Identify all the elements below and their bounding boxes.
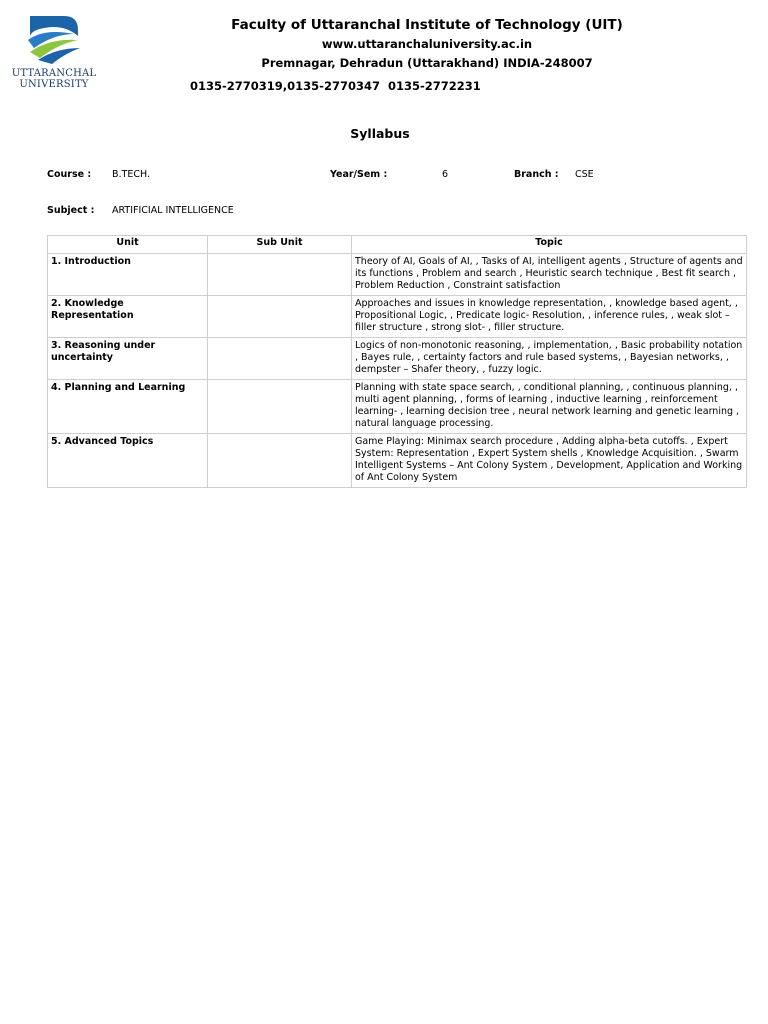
address: Premnagar, Dehradun (Uttarakhand) INDIA-248007 xyxy=(261,56,593,70)
phone-primary: 0135-2770319,0135-2770347 xyxy=(190,79,380,93)
table-row xyxy=(48,434,747,488)
sub-unit-cell xyxy=(208,434,352,488)
year-value: 6 xyxy=(442,169,449,180)
unit-cell: 2. Knowledge Representation xyxy=(48,296,208,338)
unit-cell: 1. Introduction xyxy=(48,254,208,296)
topic-cell: Game Playing: Minimax search procedure , Adding alpha-beta cutoffs. , Expert System: Representation , Expert System shells , Knowledge Acquisition. , Swarm Intelligent Systems – Ant Colony System , Development, Application and Working of Ant Colony System xyxy=(352,434,747,488)
faculty-title: Faculty of Uttaranchal Institute of Technology (UIT) xyxy=(231,17,623,33)
phone-secondary: 0135-2772231 xyxy=(387,79,481,93)
course-label: Course : xyxy=(47,169,92,180)
sub-unit-cell xyxy=(208,296,352,338)
phone-numbers xyxy=(190,79,481,93)
page-title: Syllabus xyxy=(350,126,410,141)
column-header-unit: Unit xyxy=(48,236,208,254)
table-row xyxy=(48,380,747,434)
column-header-topic: Topic xyxy=(352,236,747,254)
unit-cell: 4. Planning and Learning xyxy=(48,380,208,434)
sub-unit-cell xyxy=(208,254,352,296)
sub-unit-cell xyxy=(208,380,352,434)
table-header-row xyxy=(48,236,747,254)
website-link[interactable]: www.uttaranchaluniversity.ac.in xyxy=(321,37,533,51)
unit-cell: 5. Advanced Topics xyxy=(48,434,208,488)
unit-cell: 3. Reasoning under uncertainty xyxy=(48,338,208,380)
syllabus-table xyxy=(47,235,747,488)
topic-cell: Planning with state space search, , conditional planning, , continuous planning, , multi agent planning, , forms of learning , inductive learning , reinforcement learning- , learning decision tree , neural network learning and genetic learning , natural language processing. xyxy=(352,380,747,434)
branch-value: CSE xyxy=(575,169,594,180)
branch-label: Branch : xyxy=(514,169,559,180)
table-row xyxy=(48,254,747,296)
year-label: Year/Sem : xyxy=(330,169,388,180)
column-header-sub-unit: Sub Unit xyxy=(208,236,352,254)
table-row xyxy=(48,338,747,380)
sub-unit-cell xyxy=(208,338,352,380)
topic-cell: Theory of AI, Goals of AI, , Tasks of AI, intelligent agents , Structure of agents and its functions , Problem and search , Heuristic search technique , Best fit search , Problem Reduction , Constraint satisfaction xyxy=(352,254,747,296)
topic-cell: Approaches and issues in knowledge representation, , knowledge based agent, , Propositional Logic, , Predicate logic- Resolution, , inference rules, , weak slot –filler structure , strong slot- , filler structure. xyxy=(352,296,747,338)
subject-label: Subject : xyxy=(47,205,95,216)
subject-value: ARTIFICIAL INTELLIGENCE xyxy=(112,205,234,216)
course-value: B.TECH. xyxy=(112,169,150,180)
topic-cell: Logics of non-monotonic reasoning, , implementation, , Basic probability notation , Bayes rule, , certainty factors and rule based systems, , Bayesian networks, , dempster – Shafer theory, , fuzzy logic. xyxy=(352,338,747,380)
logo-text-line2: UNIVERSITY xyxy=(19,79,89,90)
table-row xyxy=(48,296,747,338)
logo-text-line1: UTTARANCHAL xyxy=(11,68,97,79)
